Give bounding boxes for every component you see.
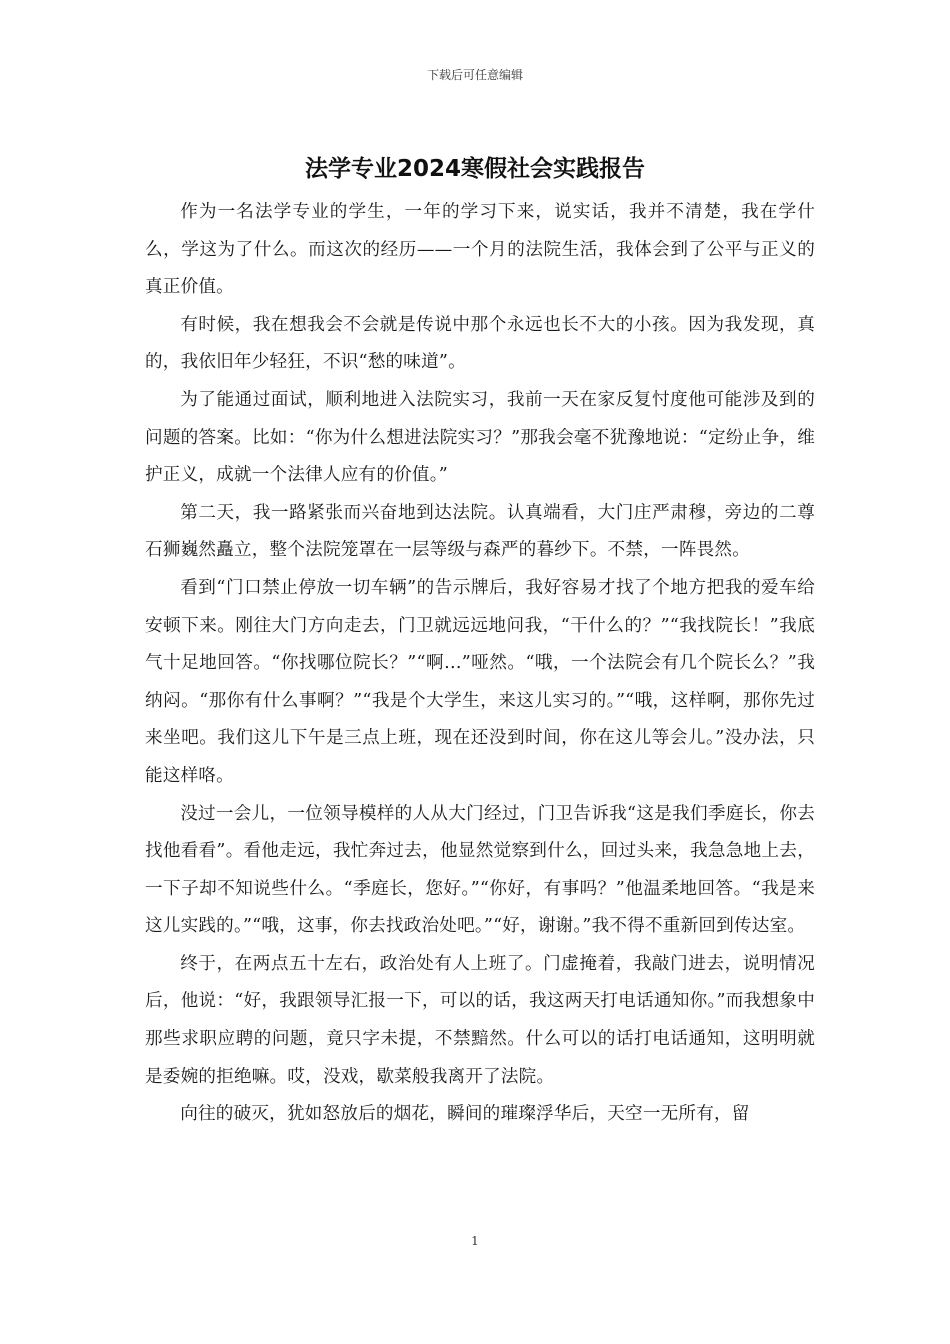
paragraph: 终于，在两点五十左右，政治处有人上班了。门虚掩着，我敲门进去，说明情况后，他说：“好，我跟领导汇报一下，可以的话，我这两天打电话通知你。”而我想象中那些求职应聘的问题，竟只字未提，不禁黯然。什么可以的话打电话通知，这明明就是委婉的拒绝嘛。哎，没戏，歇菜般我离开了法院。 bbox=[145, 953, 815, 1087]
paragraph: 看到“门口禁止停放一切车辆”的告示牌后，我好容易才找了个地方把我的爱车给安顿下来。刚往大门方向走去，门卫就远远地问我，“干什么的？”“我找院长！”我底气十足地回答。“你找哪位院长？”“啊…”哑然。“哦，一个法院会有几个院长么？”我纳闷。“那你有什么事啊？”“我是个大学生，来这儿实习的。”“哦，这样啊，那你先过来坐吧。我们这儿下午是三点上班，现在还没到时间，你在这儿等会儿。”没办法，只能这样咯。 bbox=[145, 577, 815, 786]
page-header: 下载后可任意编辑 bbox=[426, 68, 523, 82]
paragraph: 没过一会儿，一位领导模样的人从大门经过，门卫告诉我“这是我们季庭长，你去找他看看”。看他走远，我忙奔过去，他显然觉察到什么，回过头来，我急急地上去，一下子却不知说些什么。“季庭长，您好。”“你好，有事吗？”他温柔地回答。“我是来这儿实践的。”“哦，这事，你去找政治处吧。”“好，谢谢。”我不得不重新回到传达室。 bbox=[145, 803, 815, 937]
paragraph: 第二天，我一路紧张而兴奋地到达法院。认真端看，大门庄严肃穆，旁边的二尊石狮巍然矗立，整个法院笼罩在一层等级与森严的暮纱下。不禁，一阵畏然。 bbox=[145, 502, 815, 561]
document-title: 法学专业2024寒假社会实践报告 bbox=[304, 156, 645, 182]
paragraph: 作为一名法学专业的学生，一年的学习下来，说实话，我并不清楚，我在学什么，学这为了什么。而这次的经历——一个月的法院生活，我体会到了公平与正义的真正价值。 bbox=[145, 202, 815, 298]
document-body bbox=[145, 194, 815, 1204]
page-number: 1 bbox=[471, 1234, 479, 1248]
paragraph: 为了能通过面试，顺利地进入法院实习，我前一天在家反复忖度他可能涉及到的问题的答案。比如：“你为什么想进法院实习？”那我会毫不犹豫地说：“定纷止争，维护正义，成就一个法律人应有的价值。” bbox=[145, 389, 815, 486]
paragraph: 向往的破灭，犹如怒放后的烟花，瞬间的璀璨浮华后，天空一无所有，留 bbox=[180, 1104, 750, 1125]
paragraph: 有时候，我在想我会不会就是传说中那个永远也长不大的小孩。因为我发现，真的，我依旧年少轻狂，不识“愁的味道”。 bbox=[145, 314, 815, 373]
